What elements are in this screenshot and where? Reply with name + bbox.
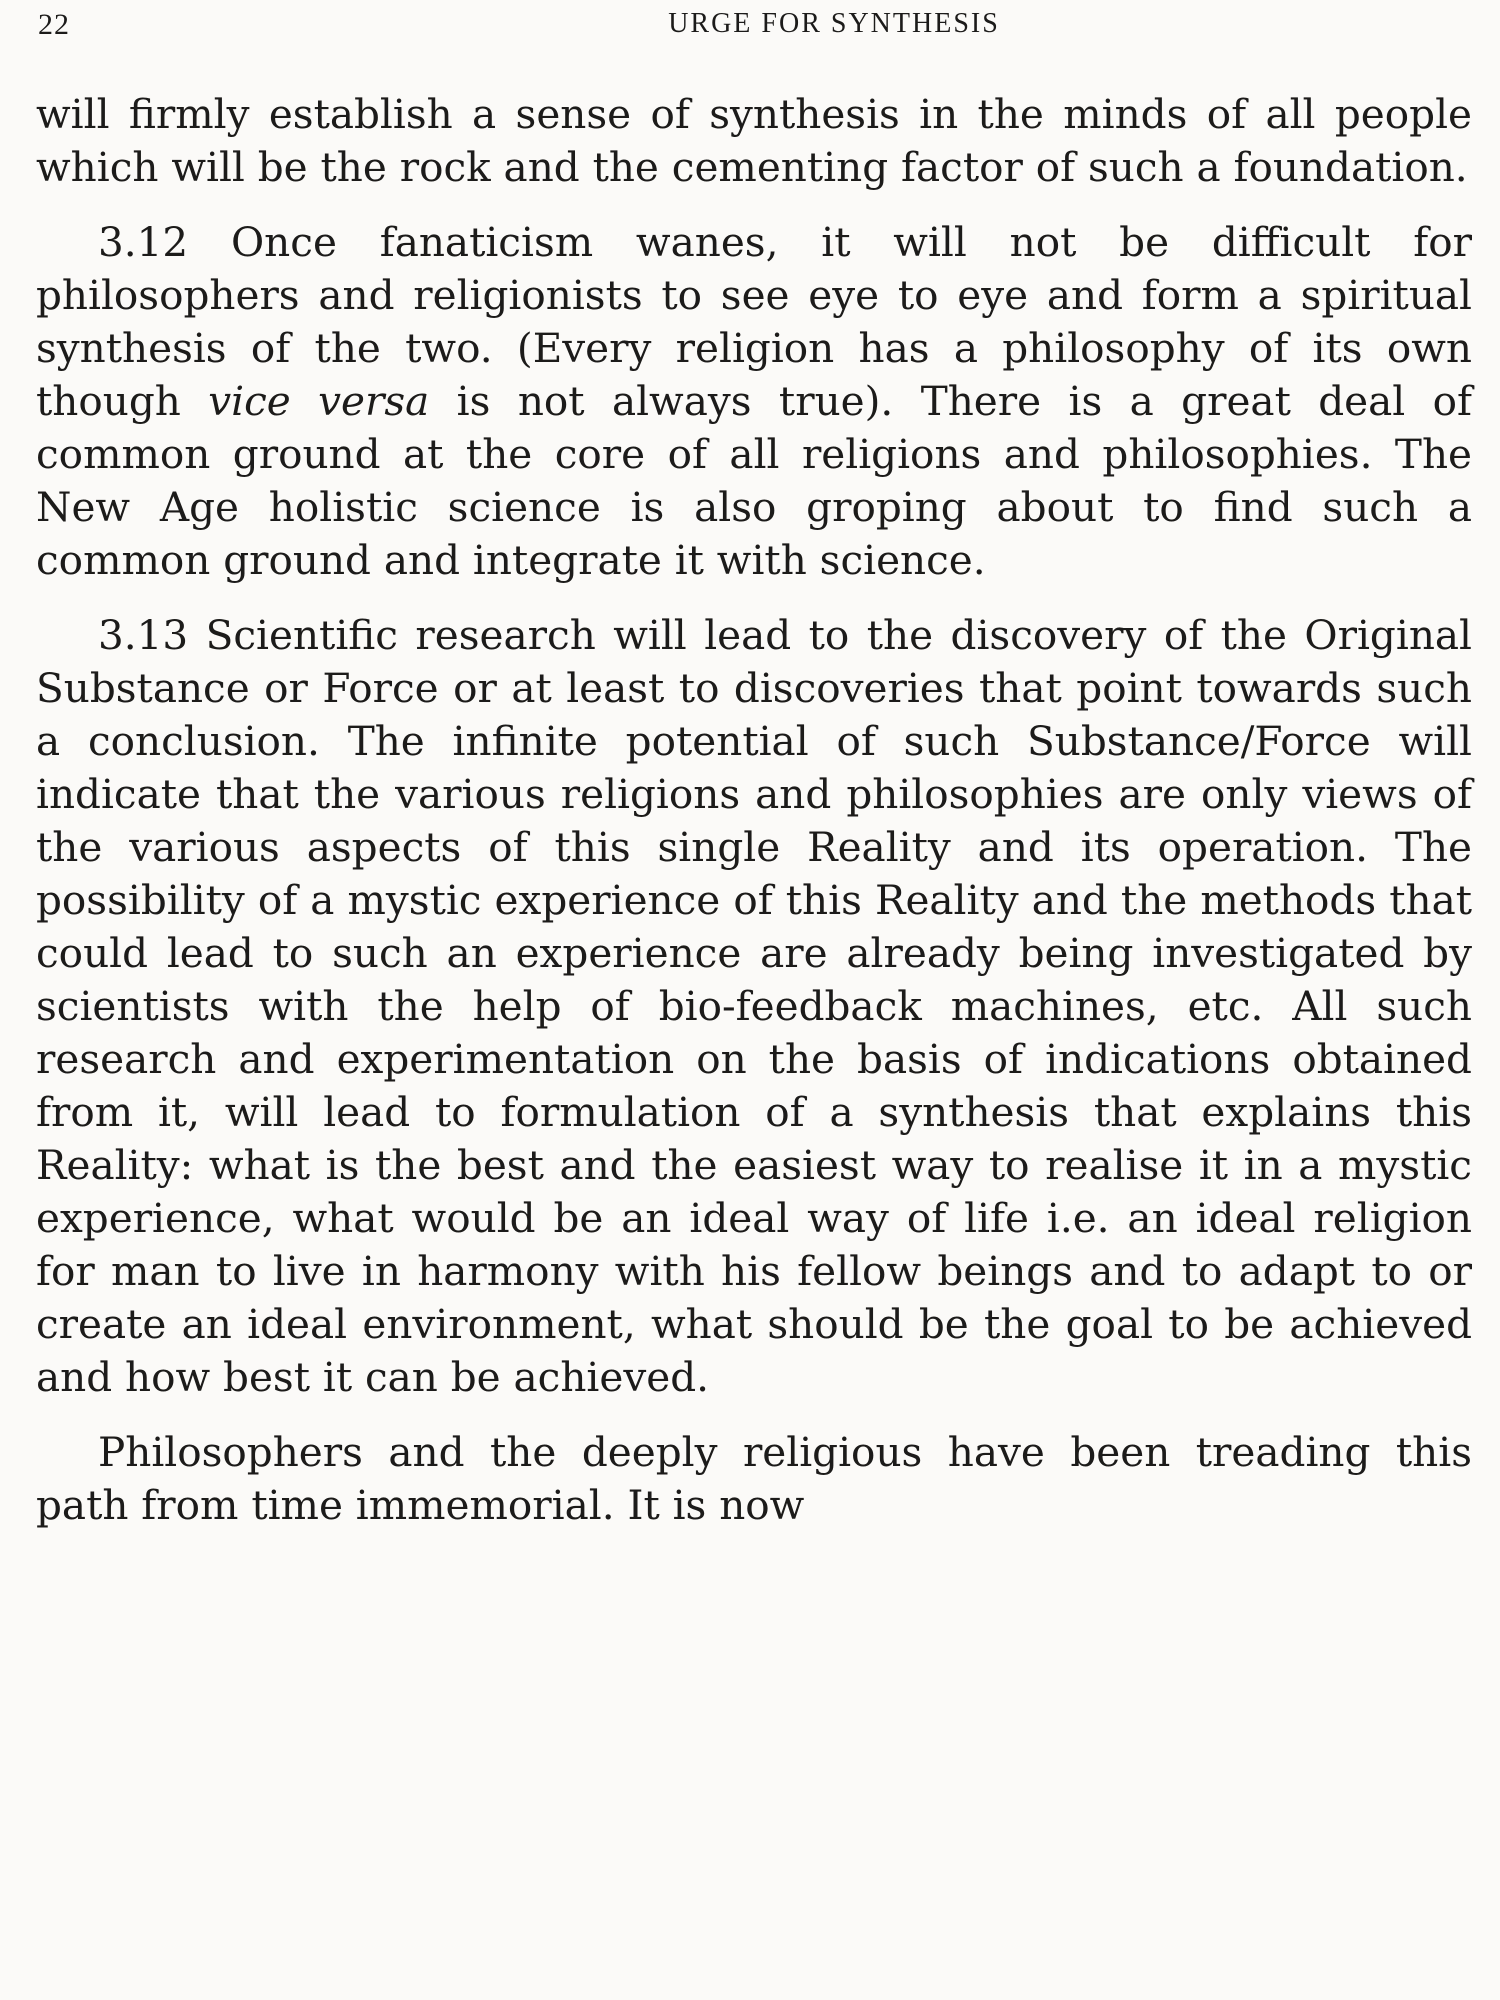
paragraph-3-12-text-end: is not always true). There is a great deal of common ground at the core of all religions and philosophies. The New Age holistic science is also groping about to find such a common ground and integrate it with science.	[36, 377, 1473, 584]
running-title: URGE FOR SYNTHESIS	[668, 8, 1000, 39]
paragraph-continued: will firmly establish a sense of synthesis in the minds of all people which will be the rock and the cementing factor of such a foundation.	[36, 90, 1472, 191]
page-number: 22	[38, 8, 70, 41]
paragraph-3-12-text-start: 3.12 Once fanaticism wanes, it will not be difficult for philosophers and religionists to see eye to eye and form a spiritual synthesis of the two. (Every religion has a philosophy of its own though	[36, 218, 1472, 425]
paragraph-final: Philosophers and the deeply religious have been treading this path from time immemorial. It is now	[36, 1428, 1472, 1529]
paragraph-3-12	[36, 216, 1472, 587]
paragraph-3-13: 3.13 Scientific research will lead to the discovery of the Original Substance or Force or at least to discoveries that point towards such a conclusion. The infinite potential of such Substance/Force will indicate that the various religions and philosophies are only views of the various aspects of this single Reality and its operation. The possibility of a mystic experience of this Reality and the methods that could lead to such an experience are already being investigated by scientists with the help of bio-feedback machines, etc. All such research and experimentation on the basis of indications obtained from it, will lead to formulation of a synthesis that explains this Reality: what is the best and the easiest way to realise it in a mystic experience, what would be an ideal way of life i.e. an ideal religion for man to live in harmony with his fellow beings and to adapt to or create an ideal environment, what should be the goal to be achieved and how best it can be achieved.	[36, 611, 1472, 1401]
page-header	[36, 8, 1472, 48]
italic-phrase: vice versa	[208, 377, 430, 425]
body-text	[36, 88, 1472, 1554]
